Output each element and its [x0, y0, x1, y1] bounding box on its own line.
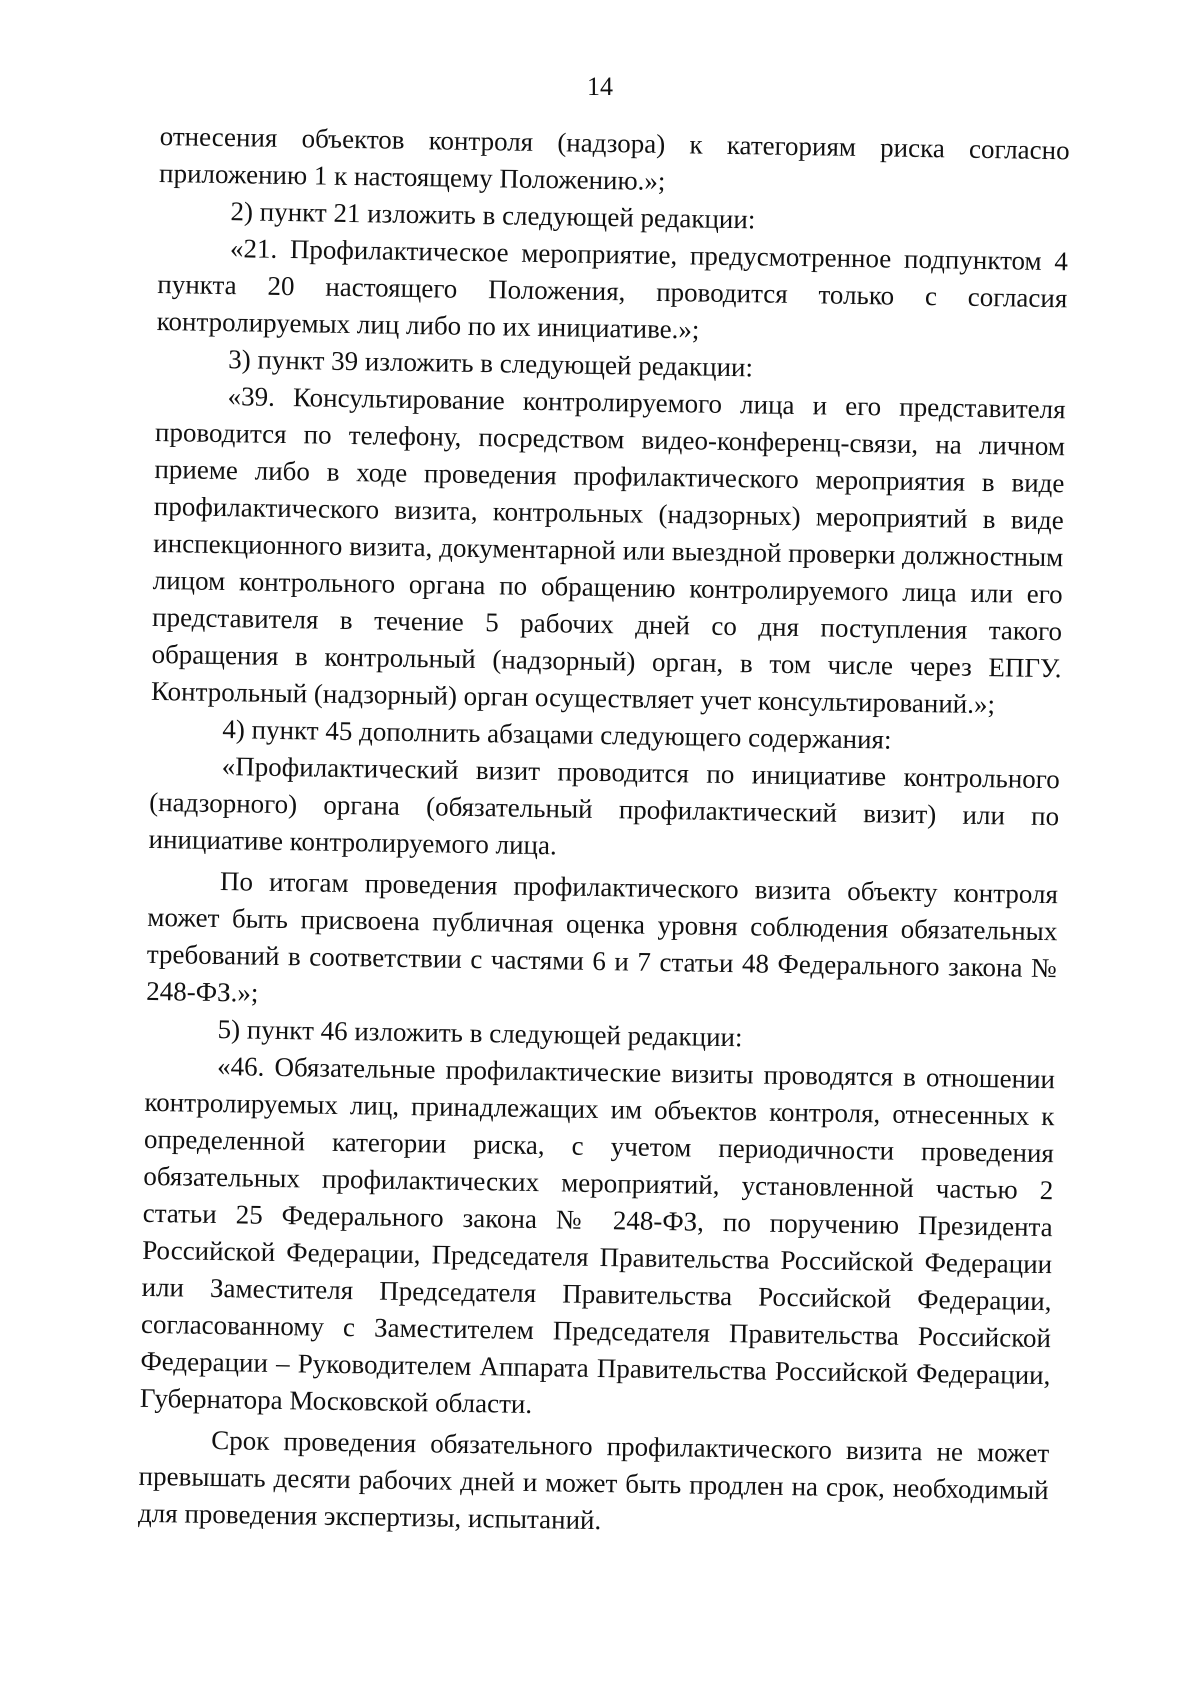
paragraph: Срок проведения обязательного профилактического визита не может превышать десяти рабочих дней и может быть продлен на срок, необходимый для проведения экспертизы, испытаний.: [137, 1424, 1050, 1536]
paragraph: «46. Обязательные профилактические визиты проводятся в отношении контролируемых лиц, принадлежащих им объектов контроля, отнесенных к определенной категории риска, с учетом периодичности проведения обязательных профилактических мероприятий, установленной частью 2 статьи 25 Федерального закона № 248-ФЗ, по поручению Президента Российской Федерации, Председателя Правительства Российской Федерации или Заместителя Председателя Правительства Российской Федерации, согласованному с Заместителем Председателя Правительства Российской Федерации – Руководителем Аппарата Правительства Российской Федерации, Губернатора Московской области.: [139, 1051, 1056, 1420]
paragraph: «39. Консультирование контролируемого лица и его представителя проводится по телефону, посредством видео-конференц-связи, на личном приеме либо в ходе проведения профилактического мероприятия в виде профилактического визита, контрольных (надзорных) мероприятий в виде инспекционного визита, документарной или выездной проверки должностным лицом контрольного органа по обращению контролируемого лица или его представителя в течение 5 рабочих дней со дня поступления такого обращения в контрольный (надзорный) орган, в том числе через ЕПГУ. Контрольный (надзорный) орган осуществляет учет консультирований.»;: [150, 381, 1066, 720]
paragraph: 4) пункт 45 дополнить абзацами следующего содержания:: [222, 714, 892, 755]
paragraph: 2) пункт 21 изложить в следующей редакции:: [230, 196, 756, 235]
paragraph: «Профилактический визит проводится по инициативе контрольного (надзорного) органа (обязательный профилактический визит) или по инициативе контролируемого лица.: [148, 751, 1060, 861]
paragraph: «21. Профилактическое мероприятие, предусмотренное подпунктом 4 пункта 20 настоящего Положения, проводится только с согласия контролируемых лиц либо по их инициативе.»;: [156, 233, 1069, 345]
page-number: 14: [587, 72, 613, 101]
paragraph: 3) пункт 39 изложить в следующей редакции:: [227, 344, 754, 383]
document-body: [138, 118, 1070, 1546]
paragraph: По итогам проведения профилактического визита объекту контроля может быть присвоена публичная оценка уровня соблюдения обязательных требований в соответствии с частями 6 и 7 статьи 48 Федерального закона № 248-ФЗ.»;: [146, 866, 1059, 1008]
paragraph: 5) пункт 46 изложить в следующей редакции:: [217, 1014, 743, 1053]
paragraph: отнесения объектов контроля (надзора) к категориям риска согласно приложению 1 к настоящему Положению.»;: [158, 120, 1070, 196]
